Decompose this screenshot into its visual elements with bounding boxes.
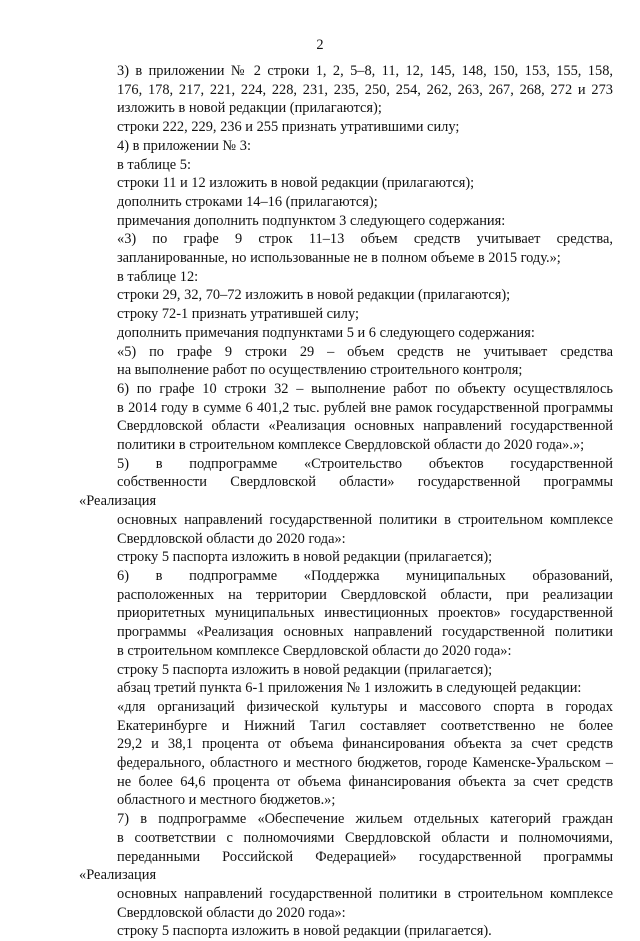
note-3-paragraph: [79, 230, 613, 267]
text-line: «для организаций физической культуры и массового спорта в городах: [117, 698, 613, 715]
text-line: строки 222, 229, 236 и 255 признать утратившими силу;: [117, 119, 460, 136]
text-line: программы «Реализация основных направлений государственной политики: [117, 624, 613, 641]
text-line: Свердловской области до 2020 года»:: [117, 904, 346, 921]
text-line: запланированные, но использованные не в полном объеме в 2015 году.»;: [117, 250, 561, 267]
text-line: абзац третий пункта 6-1 приложения № 1 изложить в следующей редакции:: [117, 680, 582, 697]
text-line: в строительном комплексе Свердловской области до 2020 года»:: [117, 642, 512, 659]
text-line: строку 72-1 признать утратившей силу;: [117, 306, 359, 323]
text-line: в соответствии с полномочиями Свердловской области и полномочиями,: [117, 829, 613, 846]
text-line: дополнить примечания подпунктами 5 и 6 следующего содержания:: [117, 324, 535, 341]
quoted-paragraph: [79, 698, 613, 810]
text-line: строки 29, 32, 70–72 изложить в новой редакции (прилагаются);: [117, 287, 511, 304]
note-6-paragraph: [79, 380, 613, 455]
document-body: [79, 62, 613, 941]
text-line: строки 11 и 12 изложить в новой редакции (прилагаются);: [117, 175, 475, 192]
text-line: строку 5 паспорта изложить в новой редакции (прилагается);: [117, 661, 493, 678]
item-5-paragraph: [79, 455, 613, 549]
text-line: в 2014 году в сумме 6 401,2 тыс. рублей вне рамок государственной программы: [117, 399, 613, 416]
text-line: 4) в приложении № 3:: [117, 137, 251, 154]
text-line: 5) в подпрограмме «Строительство объектов государственной: [117, 455, 613, 472]
text-line: в таблице 12:: [117, 268, 199, 285]
text-line: областного и местного бюджетов.»;: [117, 792, 336, 809]
text-line: основных направлений государственной политики в строительном комплексе: [117, 511, 613, 528]
text-line: приоритетных муниципальных инвестиционных проектов» государственной: [117, 605, 613, 622]
page-number: 2: [316, 37, 324, 53]
text-line: 176, 178, 217, 221, 224, 228, 231, 235, 250, 254, 262, 263, 267, 268, 272 и 273: [117, 81, 613, 98]
item-3-paragraph: [79, 62, 613, 118]
text-line: в таблице 5:: [117, 156, 191, 173]
text-line: строку 5 паспорта изложить в новой редакции (прилагается).: [117, 923, 492, 940]
text-line: Свердловской области «Реализация основных направлений государственной: [117, 418, 613, 435]
item-6-paragraph: [79, 567, 613, 661]
text-line: «5) по графе 9 строки 29 – объем средств не учитывает средства: [117, 343, 613, 360]
text-line: изложить в новой редакции (прилагаются);: [117, 100, 382, 117]
text-line: политики в строительном комплексе Свердловской области до 2020 года».»;: [117, 437, 585, 454]
text-line: строку 5 паспорта изложить в новой редакции (прилагается);: [117, 549, 493, 566]
text-line: переданными Российской Федерацией» государственной программы «Реализация: [79, 848, 613, 884]
text-line: 29,2 и 38,1 процента от объема финансирования объекта за счет средств: [117, 736, 613, 753]
text-line: расположенных на территории Свердловской области, при реализации: [117, 586, 613, 603]
text-line: собственности Свердловской области» государственной программы «Реализация: [79, 474, 613, 510]
text-line: 6) по графе 10 строки 32 – выполнение работ по объекту осуществлялось: [117, 380, 613, 397]
text-line: федерального, областного и местного бюджетов, городе Каменске-Уральском –: [117, 755, 613, 772]
text-line: 7) в подпрограмме «Обеспечение жильем отдельных категорий граждан: [117, 811, 613, 828]
text-line: примечания дополнить подпунктом 3 следующего содержания:: [117, 212, 506, 229]
text-line: Екатеринбурге и Нижний Тагил составляет соответственно не более: [117, 717, 613, 734]
text-line: дополнить строками 14–16 (прилагаются);: [117, 193, 378, 210]
text-line: «3) по графе 9 строк 11–13 объем средств учитывает средства,: [117, 231, 613, 248]
text-line: 3) в приложении № 2 строки 1, 2, 5–8, 11, 12, 145, 148, 150, 153, 155, 158,: [117, 63, 613, 79]
text-line: основных направлений государственной политики в строительном комплексе: [117, 885, 613, 902]
text-line: не более 64,6 процента от объема финансирования объекта за счет средств: [117, 773, 613, 790]
text-line: Свердловской области до 2020 года»:: [117, 530, 346, 547]
text-line: 6) в подпрограмме «Поддержка муниципальных образований,: [117, 567, 613, 584]
note-5-paragraph: [79, 343, 613, 380]
item-7-paragraph: [79, 810, 613, 922]
text-line: на выполнение работ по осуществлению строительного контроля;: [117, 362, 523, 379]
